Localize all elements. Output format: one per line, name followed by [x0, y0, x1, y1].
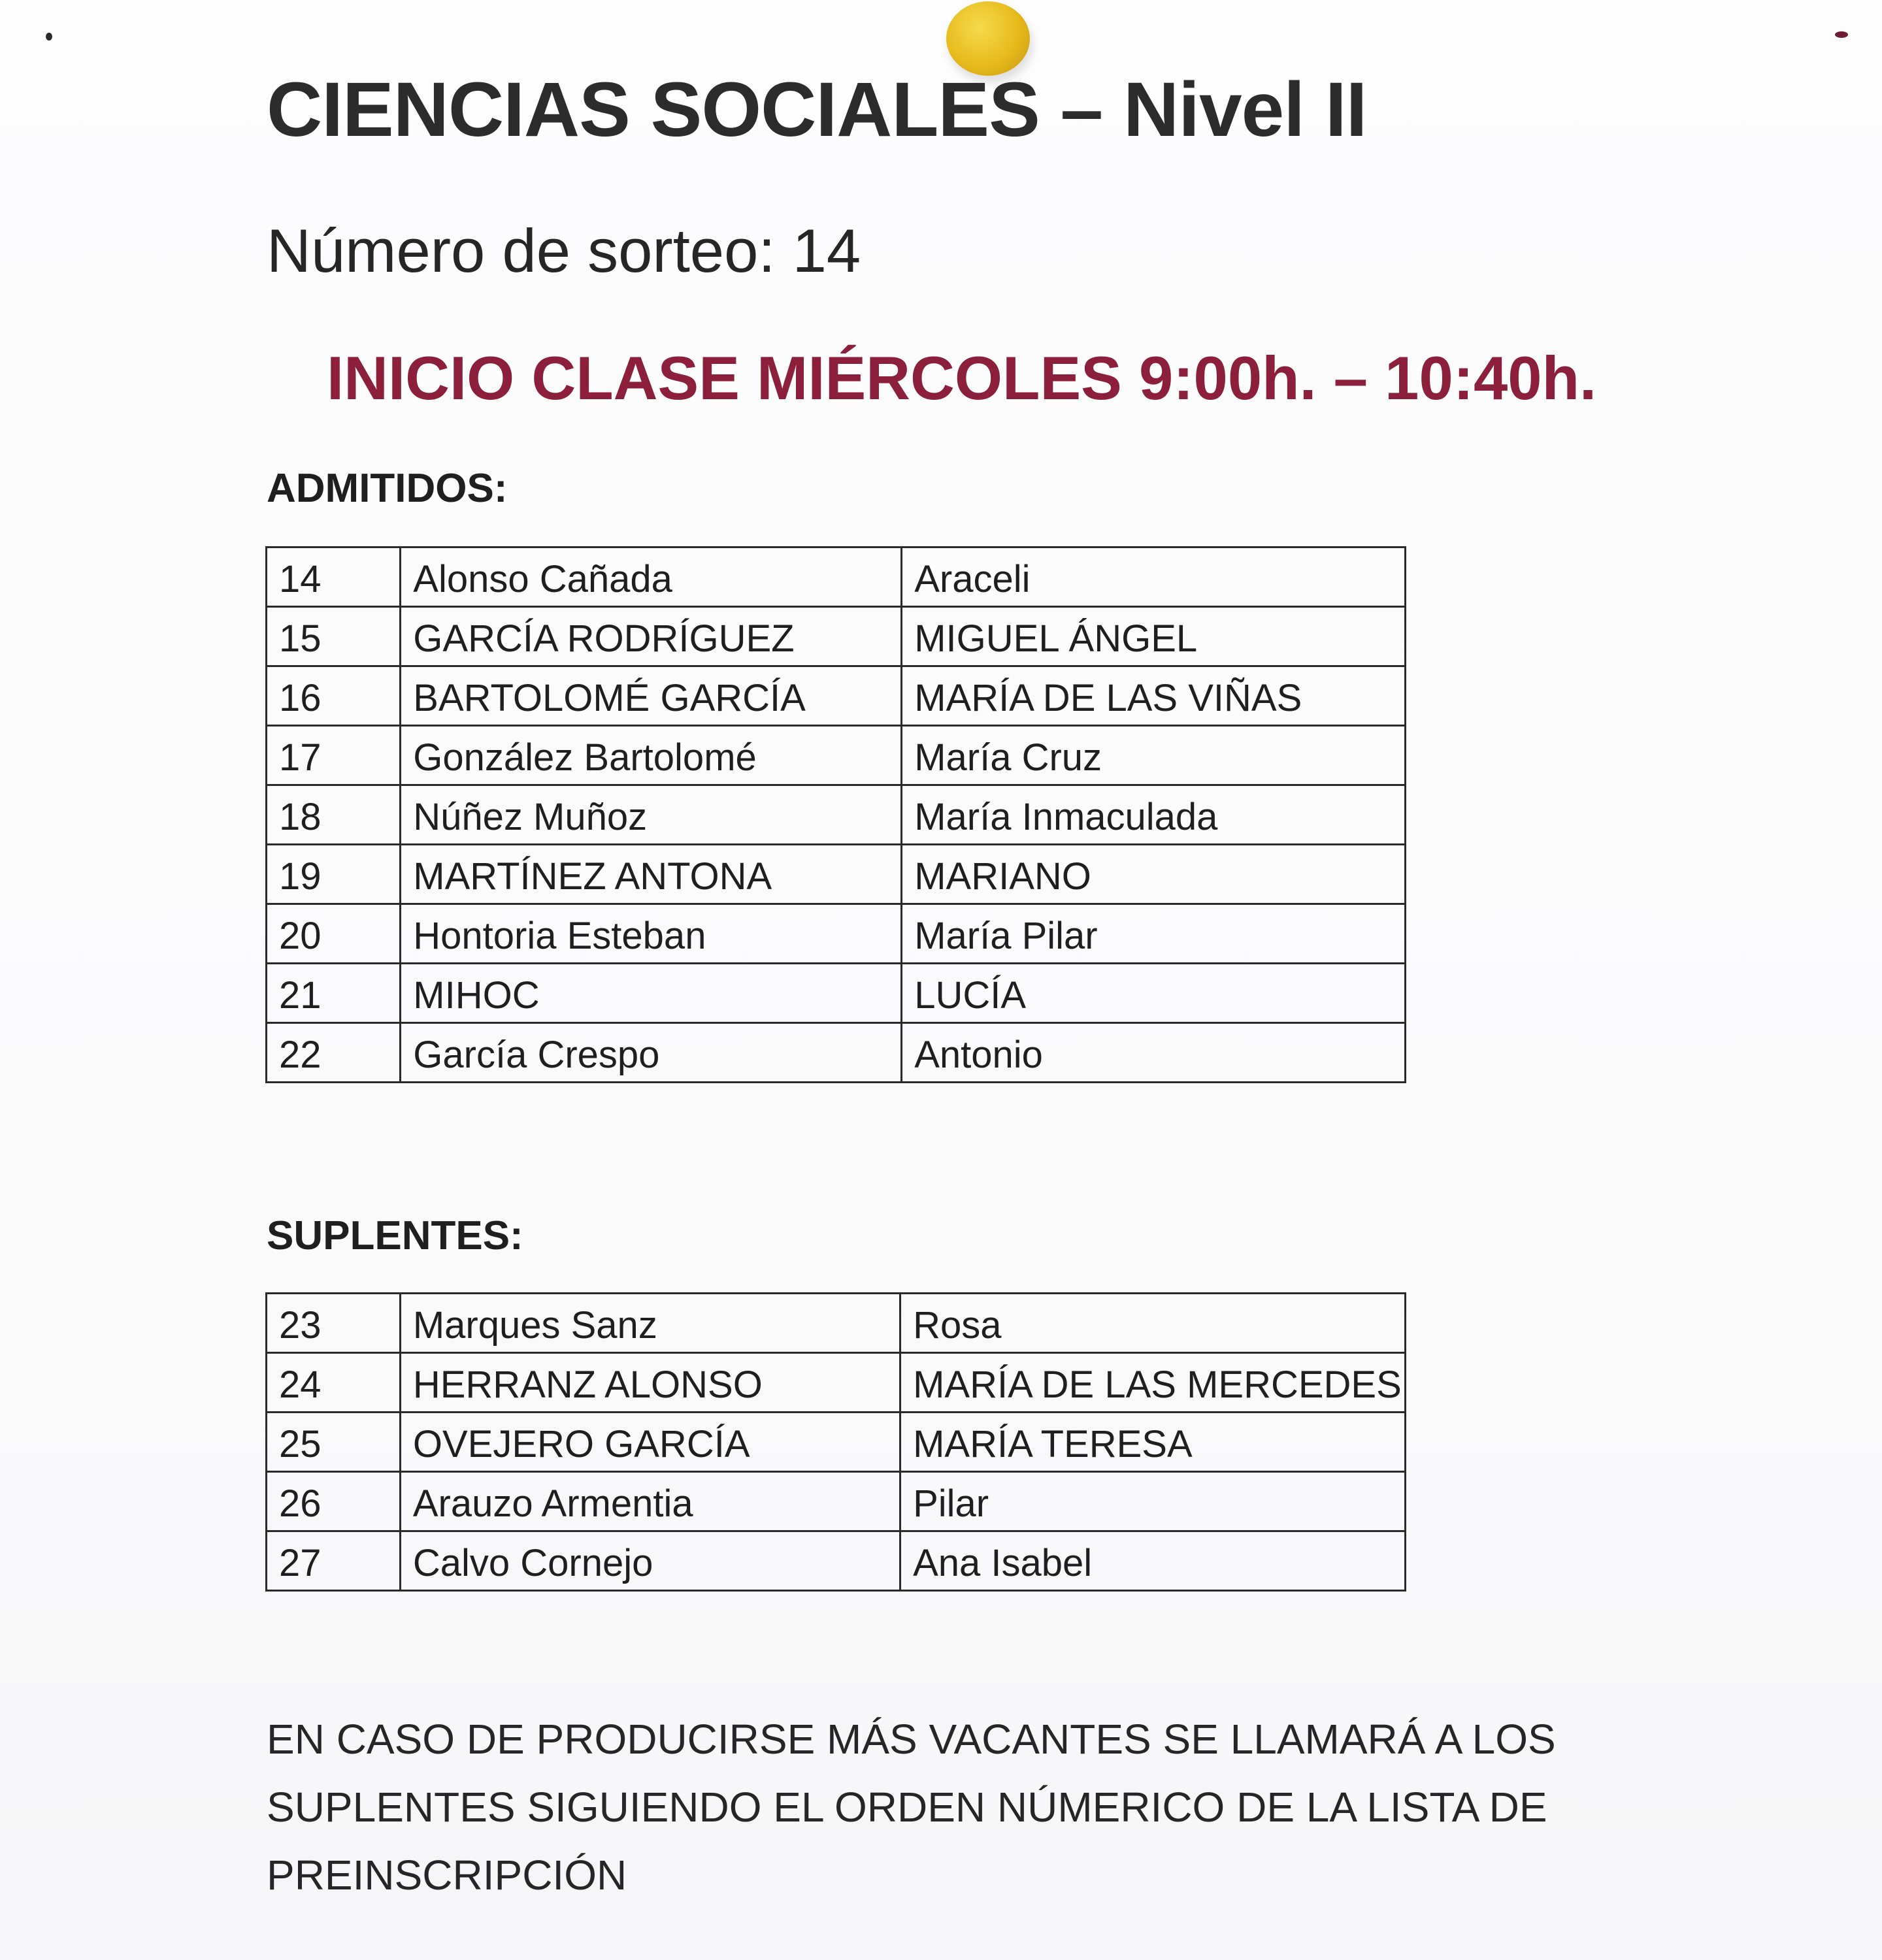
first-name-cell: Antonio: [902, 1023, 1406, 1083]
class-start-notice: INICIO CLASE MIÉRCOLES 9:00h. – 10:40h.: [327, 344, 1597, 412]
row-number: 27: [267, 1531, 401, 1591]
surname-cell: MIHOC: [401, 964, 902, 1023]
first-name-cell: MARIANO: [902, 845, 1406, 904]
first-name-cell: MARÍA TERESA: [900, 1413, 1406, 1472]
table-row: [267, 1294, 1406, 1353]
surname-cell: Núñez Muñoz: [401, 785, 902, 845]
suplentes-heading: SUPLENTES:: [267, 1213, 523, 1258]
row-number: 21: [267, 964, 401, 1023]
admitidos-heading: ADMITIDOS:: [267, 466, 508, 511]
first-name-cell: Ana Isabel: [900, 1531, 1406, 1591]
row-number: 19: [267, 845, 401, 904]
table-row: [267, 845, 1406, 904]
first-name-cell: María Inmaculada: [902, 785, 1406, 845]
row-number: 26: [267, 1472, 401, 1531]
row-number: 16: [267, 666, 401, 726]
surname-cell: GARCÍA RODRÍGUEZ: [401, 607, 902, 666]
first-name-cell: Pilar: [900, 1472, 1406, 1531]
row-number: 24: [267, 1353, 401, 1413]
surname-cell: Alonso Cañada: [401, 547, 902, 607]
table-row: [267, 1353, 1406, 1413]
surname-cell: García Crespo: [401, 1023, 902, 1083]
first-name-cell: LUCÍA: [902, 964, 1406, 1023]
surname-cell: Hontoria Esteban: [401, 904, 902, 964]
page-title: CIENCIAS SOCIALES – Nivel II: [267, 67, 1367, 153]
vacancy-notice-line: SUPLENTES SIGUIENDO EL ORDEN NÚMERICO DE LA LISTA DE: [267, 1784, 1547, 1831]
surname-cell: MARTÍNEZ ANTONA: [401, 845, 902, 904]
table-row: [267, 1472, 1406, 1531]
first-name-cell: Rosa: [900, 1294, 1406, 1353]
row-number: 22: [267, 1023, 401, 1083]
surname-cell: HERRANZ ALONSO: [400, 1353, 900, 1413]
table-row: [267, 785, 1406, 845]
first-name-cell: María Pilar: [902, 904, 1406, 964]
row-number: 15: [267, 607, 401, 666]
table-row: [267, 1023, 1406, 1083]
row-number: 18: [267, 785, 401, 845]
row-number: 20: [267, 904, 401, 964]
first-name-cell: MARÍA DE LAS MERCEDES: [900, 1353, 1406, 1413]
first-name-cell: MARÍA DE LAS VIÑAS: [902, 666, 1406, 726]
surname-cell: OVEJERO GARCÍA: [400, 1413, 900, 1472]
vacancy-notice: [267, 1705, 1574, 1909]
vacancy-notice-line: PREINSCRIPCIÓN: [267, 1852, 627, 1899]
push-pin-icon: [946, 1, 1030, 76]
first-name-cell: Araceli: [902, 547, 1406, 607]
row-number: 23: [267, 1294, 401, 1353]
paper-speck: [1835, 31, 1848, 38]
table-row: [267, 666, 1406, 726]
row-number: 17: [267, 726, 401, 785]
surname-cell: BARTOLOMÉ GARCÍA: [401, 666, 902, 726]
table-row: [267, 964, 1406, 1023]
first-name-cell: María Cruz: [902, 726, 1406, 785]
surname-cell: Calvo Cornejo: [400, 1531, 900, 1591]
paper-speck: [46, 33, 52, 41]
draw-number: Número de sorteo: 14: [267, 216, 861, 285]
table-row: [267, 607, 1406, 666]
admitidos-table: [265, 546, 1406, 1083]
table-row: [267, 1531, 1406, 1591]
row-number: 14: [267, 547, 401, 607]
table-row: [267, 904, 1406, 964]
row-number: 25: [267, 1413, 401, 1472]
surname-cell: González Bartolomé: [401, 726, 902, 785]
vacancy-notice-line: EN CASO DE PRODUCIRSE MÁS VACANTES SE LLAMARÁ A LOS: [267, 1716, 1556, 1763]
surname-cell: Marques Sanz: [400, 1294, 900, 1353]
surname-cell: Arauzo Armentia: [400, 1472, 900, 1531]
table-row: [267, 726, 1406, 785]
table-row: [267, 1413, 1406, 1472]
table-row: [267, 547, 1406, 607]
suplentes-table: [265, 1292, 1406, 1592]
first-name-cell: MIGUEL ÁNGEL: [902, 607, 1406, 666]
